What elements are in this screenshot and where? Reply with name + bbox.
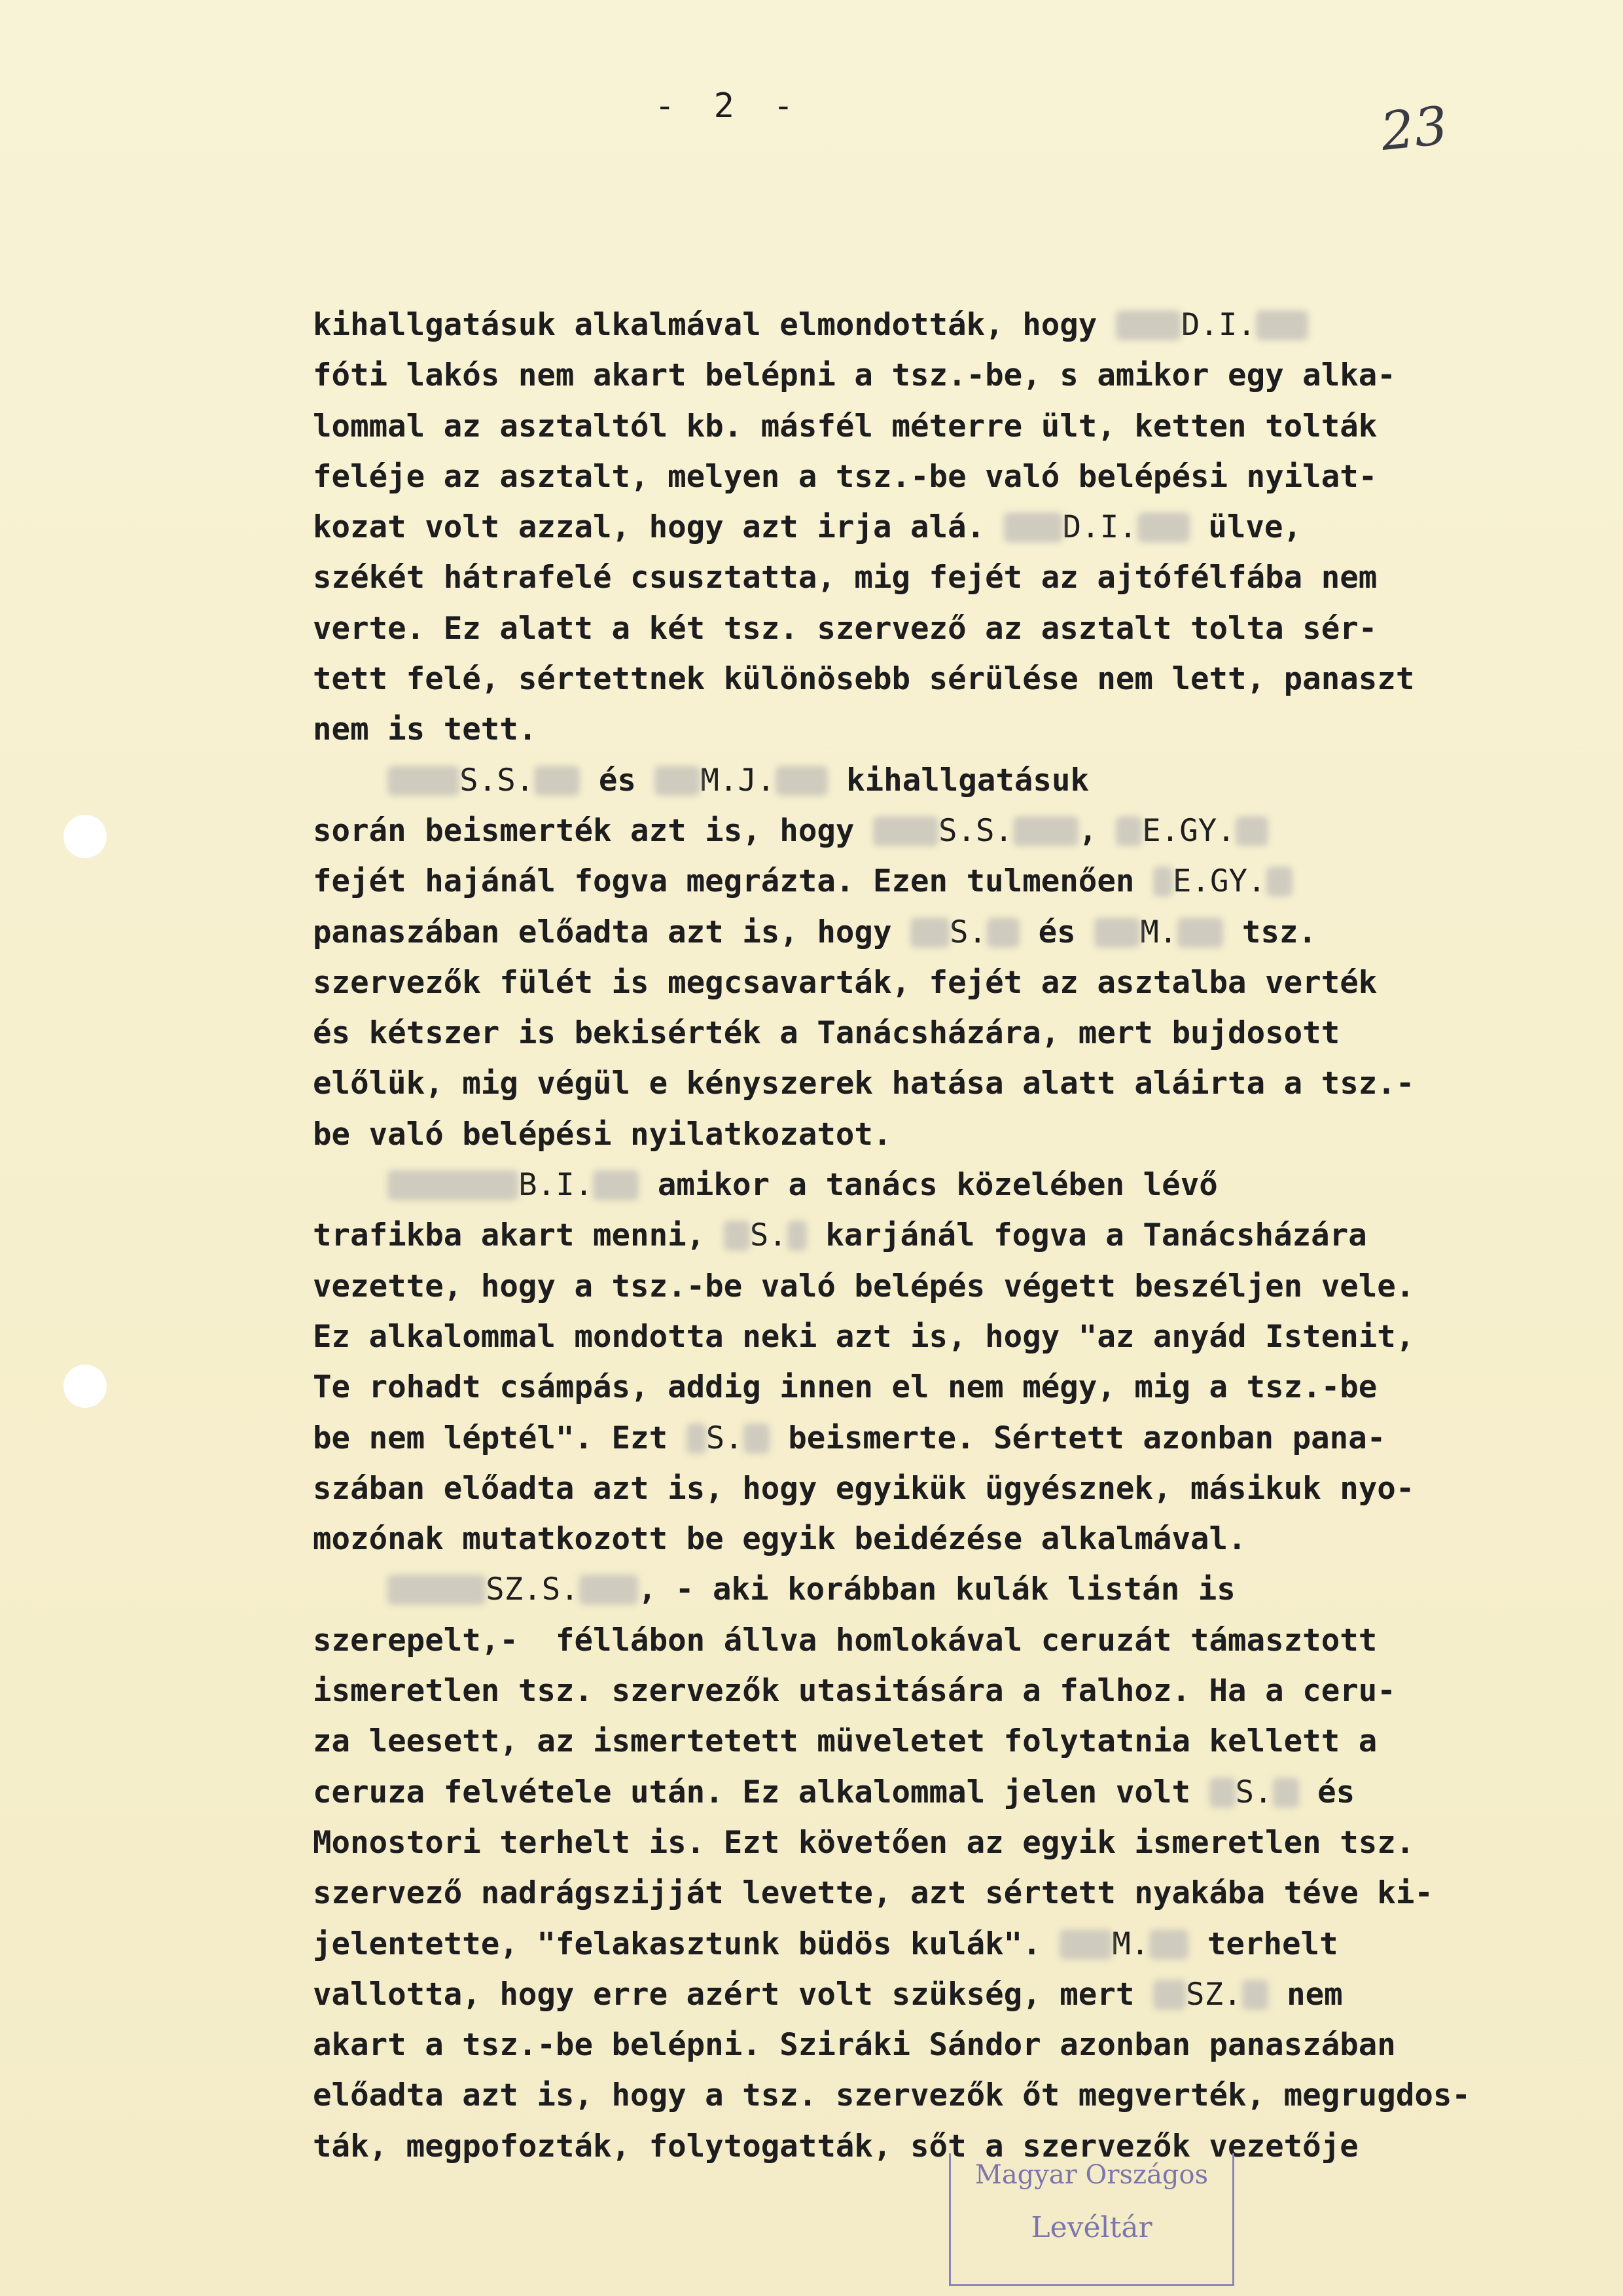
text-line <box>313 1008 1530 1058</box>
text-line <box>313 806 1530 856</box>
text-line <box>313 1716 1530 1767</box>
text-line <box>313 1868 1530 1918</box>
redaction-initials: E.GY. <box>1172 863 1266 900</box>
punch-hole <box>63 815 107 858</box>
text-line <box>313 1210 1530 1261</box>
text-segment: ülve, <box>1189 509 1302 546</box>
text-line <box>313 1818 1530 1868</box>
text-line <box>313 2020 1530 2070</box>
text-segment: vallotta, hogy erre azért volt szükség, mert <box>313 1976 1153 2013</box>
punch-hole <box>63 1365 107 1408</box>
redaction-initials: S. <box>705 1420 743 1456</box>
redaction-initials: S.S. <box>938 812 1014 849</box>
redaction-initials: D.I. <box>1062 509 1137 546</box>
redacted-name-block <box>387 766 459 796</box>
redaction-initials: M. <box>1112 1926 1150 1962</box>
text-segment: karjánál fogva a Tanácsházára <box>806 1217 1367 1254</box>
text-line <box>313 1919 1530 1969</box>
redacted-name-block <box>1013 816 1079 846</box>
text-segment: szában előadta azt is, hogy egyikük ügyésznek, másikuk nyo- <box>313 1470 1415 1507</box>
redacted-name-block <box>1209 1778 1236 1808</box>
text-segment: és <box>580 762 655 798</box>
text-segment: amikor a tanács közelében lévő <box>639 1167 1218 1204</box>
text-segment: ták, megpofozták, folytogatták, sőt a szervezők vezetője <box>313 2128 1359 2164</box>
text-segment: lommal az asztaltól kb. másfél méterre ült, ketten tolták <box>313 408 1378 444</box>
text-line <box>313 1969 1530 2020</box>
text-segment: során beismerték azt is, hogy <box>313 812 873 849</box>
text-line <box>313 1058 1530 1109</box>
redacted-name-block <box>654 766 700 796</box>
text-line <box>313 1615 1530 1666</box>
text-segment: kozat volt azzal, hogy azt irja alá. <box>313 509 1004 546</box>
redacted-name-block <box>387 1575 486 1605</box>
text-line <box>313 603 1530 654</box>
text-line <box>313 1514 1530 1564</box>
text-segment: tett felé, sértettnek különösebb sérülése nem lett, panaszt <box>313 661 1415 698</box>
text-segment: trafikba akart menni, <box>313 1217 724 1254</box>
redacted-name-block <box>1266 867 1293 897</box>
redacted-name-block <box>1236 816 1268 846</box>
redaction-initials: S. <box>1235 1774 1273 1810</box>
text-segment: kihallgatásuk <box>827 762 1090 798</box>
text-segment: verte. Ez alatt a két tsz. szervező az asztalt tolta sér- <box>313 610 1378 647</box>
redacted-name-block <box>776 766 828 796</box>
text-segment: előlük, mig végül e kényszerek hatása alatt aláirta a tsz.- <box>313 1066 1415 1102</box>
redacted-name-block <box>1149 1929 1188 1960</box>
text-line <box>313 2121 1530 2172</box>
text-segment: fóti lakós nem akart belépni a tsz.-be, s amikor egy alka- <box>313 357 1396 394</box>
redacted-name-block <box>687 1424 706 1454</box>
text-segment: jelentette, "felakasztunk büdös kulák". <box>313 1926 1060 1962</box>
text-line <box>313 401 1530 452</box>
redacted-name-block <box>1177 918 1223 948</box>
text-segment: szervezők fülét is megcsavarták, fejét az asztalba verték <box>313 964 1378 1001</box>
redaction-initials: S. <box>749 1217 787 1254</box>
text-segment: székét hátrafelé csusztatta, mig fejét az ajtófélfába nem <box>313 560 1378 596</box>
text-segment: ceruza felvétele után. Ez alkalommal jelen volt <box>313 1774 1209 1810</box>
text-segment: tsz. <box>1223 914 1317 950</box>
text-line <box>313 1160 1530 1210</box>
text-line <box>313 704 1530 755</box>
archive-stamp <box>949 2153 1234 2286</box>
text-segment: nem is tett. <box>313 711 537 748</box>
text-segment <box>313 1571 387 1607</box>
text-line <box>313 1362 1530 1412</box>
redacted-name-block <box>579 1575 638 1605</box>
redacted-name-block <box>987 918 1020 948</box>
redacted-name-block <box>910 918 950 948</box>
redaction-initials: SZ. <box>1185 1976 1242 2013</box>
text-segment: szervező nadrágszijját levette, azt sértett nyakába téve ki- <box>313 1875 1433 1912</box>
redaction-initials: SZ.S. <box>486 1571 579 1608</box>
text-segment: Te rohadt csámpás, addig innen el nem mégy, mig a tsz.-be <box>313 1369 1378 1406</box>
text-segment: akart a tsz.-be belépni. Sziráki Sándor azonban panaszában <box>313 2027 1396 2064</box>
redacted-name-block <box>1137 512 1190 543</box>
redaction-initials: M. <box>1140 914 1178 950</box>
redacted-name-block <box>1094 918 1140 948</box>
folio-number: 23 <box>1378 94 1451 163</box>
text-segment: , <box>1079 812 1116 849</box>
redacted-name-block <box>1153 1980 1186 2010</box>
redacted-name-block <box>1004 512 1063 543</box>
redacted-name-block <box>1116 816 1142 846</box>
redacted-name-block <box>1273 1778 1299 1808</box>
text-segment: terhelt <box>1188 1926 1338 1962</box>
text-line <box>313 958 1530 1008</box>
redacted-name-block <box>534 766 580 796</box>
stamp-line-2: Levéltár <box>1031 2211 1152 2244</box>
redaction-initials: E.GY. <box>1142 812 1236 849</box>
redaction-initials: M.J. <box>700 762 776 798</box>
text-segment: és <box>1298 1774 1355 1810</box>
text-segment: vezette, hogy a tsz.-be való belépés végett beszéljen vele. <box>313 1268 1415 1304</box>
text-line <box>313 1261 1530 1312</box>
redaction-initials: D.I. <box>1181 307 1256 343</box>
text-line <box>313 552 1530 603</box>
text-line <box>313 856 1530 906</box>
redacted-name-block <box>743 1424 770 1454</box>
text-line <box>313 907 1530 958</box>
text-segment: és kétszer is bekisérték a Tanácsházára, mert bujdosott <box>313 1015 1340 1052</box>
text-segment: ismeretlen tsz. szervezők utasitására a falhoz. Ha a ceru- <box>313 1673 1396 1710</box>
text-line <box>313 502 1530 552</box>
text-segment: nem <box>1268 1976 1343 2013</box>
text-segment: za leesett, az ismertetett müveletet folytatnia kellett a <box>313 1723 1378 1760</box>
text-line <box>313 300 1530 350</box>
redaction-initials: S. <box>950 914 988 950</box>
text-line <box>313 2070 1530 2121</box>
text-line <box>313 755 1530 806</box>
redacted-name-block <box>387 1170 518 1200</box>
text-line <box>313 1413 1530 1463</box>
redacted-name-block <box>1116 310 1181 340</box>
text-segment: fejét hajánál fogva megrázta. Ezen tulmenően <box>313 863 1153 900</box>
text-line <box>313 1767 1530 1818</box>
text-segment: és <box>1020 914 1095 950</box>
text-line <box>313 1463 1530 1514</box>
text-segment: mozónak mutatkozott be egyik beidézése alkalmával. <box>313 1521 1247 1558</box>
text-segment: kihallgatásuk alkalmával elmondották, hogy <box>313 307 1116 343</box>
text-line <box>313 1312 1530 1362</box>
redacted-name-block <box>1060 1929 1112 1960</box>
redaction-initials: B.I. <box>518 1167 594 1204</box>
text-segment: beismerte. Sértett azonban pana- <box>769 1420 1386 1456</box>
text-line <box>313 1666 1530 1716</box>
redacted-name-block <box>593 1170 639 1200</box>
text-segment <box>313 1167 387 1203</box>
text-line <box>313 1564 1530 1615</box>
text-segment <box>313 762 387 798</box>
typewritten-body-text <box>313 300 1530 2172</box>
page-number: - 2 - <box>654 86 803 126</box>
text-segment: , - aki korábban kulák listán is <box>637 1571 1236 1608</box>
text-line <box>313 350 1530 401</box>
text-segment: előadta azt is, hogy a tsz. szervezők őt megverték, megrugdos- <box>313 2077 1471 2114</box>
text-line <box>313 452 1530 502</box>
redaction-initials: S.S. <box>459 762 535 798</box>
redacted-name-block <box>787 1221 807 1251</box>
text-segment: panaszában előadta azt is, hogy <box>313 914 911 950</box>
redacted-name-block <box>724 1221 750 1251</box>
text-segment: feléje az asztalt, melyen a tsz.-be való belépési nyilat- <box>313 458 1378 495</box>
stamp-line-1: Magyar Országos <box>974 2160 1209 2190</box>
text-segment: be nem léptél". Ezt <box>313 1420 687 1456</box>
text-line <box>313 1109 1530 1160</box>
text-segment: szerepelt,- féllábon állva homlokával ceruzát támasztott <box>313 1622 1378 1659</box>
redacted-name-block <box>873 816 938 846</box>
redacted-name-block <box>1256 310 1308 340</box>
redacted-name-block <box>1153 867 1173 897</box>
redacted-name-block <box>1242 1980 1268 2010</box>
text-line <box>313 654 1530 704</box>
text-segment: Monostori terhelt is. Ezt követően az egyik ismeretlen tsz. <box>313 1824 1415 1861</box>
text-segment: be való belépési nyilatkozatot. <box>313 1116 892 1153</box>
text-segment: Ez alkalommal mondotta neki azt is, hogy "az anyád Istenit, <box>313 1318 1415 1355</box>
